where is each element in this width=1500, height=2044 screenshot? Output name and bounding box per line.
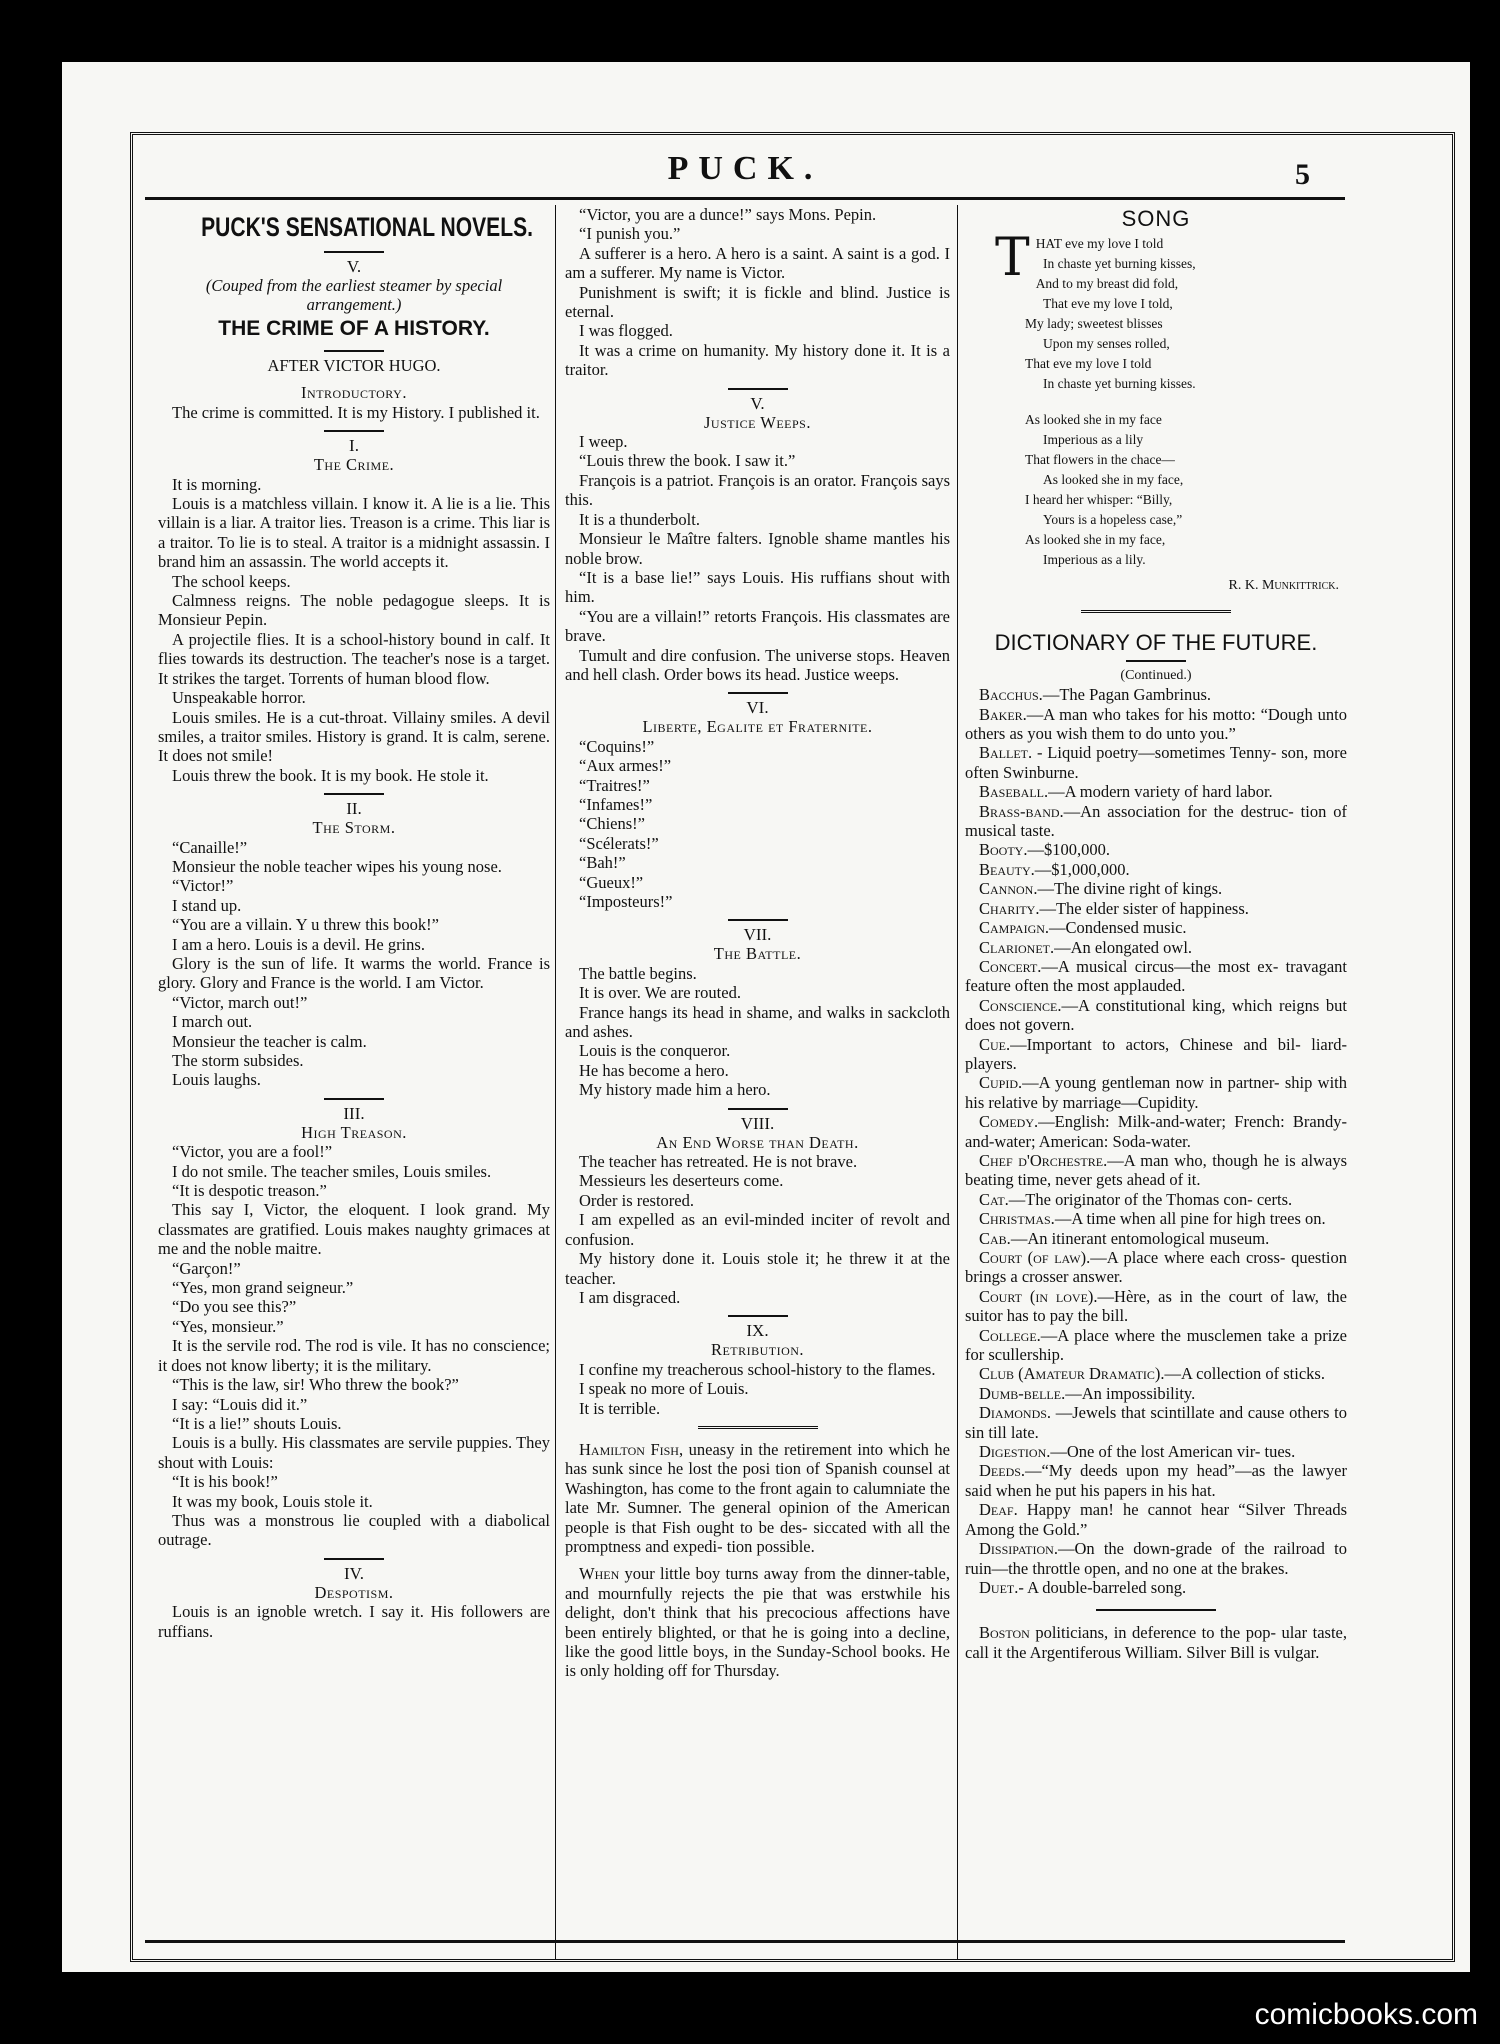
paragraph: Louis threw the book. It is my book. He stole it. bbox=[172, 765, 489, 785]
paragraph: I am expelled as an evil-minded inciter of revolt and confusion. bbox=[565, 1210, 950, 1249]
poem-line: In chaste yet burning kisses, bbox=[1043, 256, 1196, 272]
entry-definition: —Condensed music. bbox=[1049, 918, 1187, 938]
poem-line: Imperious as a lily. bbox=[1043, 552, 1146, 568]
dictionary-entry bbox=[965, 938, 1347, 957]
poem-line: Imperious as a lily bbox=[1043, 432, 1144, 448]
paragraph: Thus was a monstrous lie coupled with a diabolical outrage. bbox=[158, 1510, 550, 1550]
dictionary-entry bbox=[965, 957, 1347, 996]
entry-definition: —An itinerant entomological museum. bbox=[1010, 1228, 1270, 1248]
paragraph: Louis laughs. bbox=[172, 1070, 261, 1090]
poem-line: HAT eve my love I told bbox=[1035, 236, 1164, 252]
section-heading: Introductory. bbox=[301, 383, 407, 403]
poem-line: As looked she in my face bbox=[1025, 412, 1162, 428]
dictionary-entry bbox=[965, 1403, 1347, 1442]
section-number: IV. bbox=[344, 1563, 364, 1583]
paragraph: François is a patriot. François is an orator. François says this. bbox=[565, 470, 950, 510]
paragraph: A sufferer is a hero. A hero is a saint. A saint is a god. I am a sufferer. My name is Victor. bbox=[565, 243, 950, 283]
paragraph: “Aux armes!” bbox=[579, 756, 672, 776]
entry-term: Campaign. bbox=[979, 918, 1050, 938]
entry-definition: —An elongated owl. bbox=[1054, 937, 1193, 957]
section-heading: High Treason. bbox=[301, 1122, 407, 1142]
entry-term: Court (in love). bbox=[979, 1286, 1098, 1306]
rule bbox=[728, 1315, 788, 1317]
paragraph: “Louis threw the book. I saw it.” bbox=[579, 451, 796, 471]
paragraph: “Gueux!” bbox=[579, 872, 644, 892]
paragraph-little-boy bbox=[565, 1564, 950, 1680]
entry-definition: —Important to actors, Chinese and bil- liard-players. bbox=[965, 1034, 1347, 1073]
dictionary-entry bbox=[965, 1364, 1347, 1383]
dictionary-entry bbox=[965, 1539, 1347, 1578]
section-heading: An End Worse than Death. bbox=[656, 1132, 859, 1152]
section-body bbox=[565, 1152, 950, 1307]
dictionary-entry bbox=[965, 782, 1347, 801]
paragraph: “You are a villain!” retorts François. His classmates are brave. bbox=[565, 606, 950, 646]
paragraph-text: your little boy turns away from the dinner-table, and mournfully rejects the pie that was erstwhile his delight, don't think that his precocious affections have been entirely blighted, or that he is going into a decline, like the good little boys, in the Sunday-School books. He is only holding off for Thursday. bbox=[565, 1564, 950, 1681]
poem-line: And to my breast did fold, bbox=[1035, 276, 1179, 292]
paragraph: I was flogged. bbox=[579, 321, 673, 341]
dictionary-entry bbox=[965, 1248, 1347, 1287]
dictionary-title: DICTIONARY OF THE FUTURE. bbox=[994, 629, 1318, 655]
column-right bbox=[965, 205, 1347, 1950]
paragraph-text: uneasy in the retirement into which he has sunk since he lost the posi tion of Spanish counsel at Washington, has come to the front again to calumniate the late Mr. Sumner. The general opinion of the American people is that Fish ought to be des- siccated with all the promptness and expedi- tion possible. bbox=[565, 1439, 950, 1556]
rule bbox=[324, 793, 384, 795]
dictionary-entry bbox=[965, 1578, 1347, 1597]
entry-definition: —A place where the musclemen take a prize for scullership. bbox=[965, 1325, 1347, 1365]
section-number: VIII. bbox=[740, 1113, 775, 1133]
entry-definition: —A collection of sticks. bbox=[1164, 1364, 1325, 1384]
dictionary-entry bbox=[965, 802, 1347, 841]
paragraph: The battle begins. bbox=[579, 963, 697, 983]
paragraph: Louis is an ignoble wretch. I say it. His followers are ruffians. bbox=[158, 1602, 550, 1641]
entry-term: Digestion. bbox=[979, 1442, 1051, 1462]
paragraph: Punishment is swift; it is fickle and blind. Justice is eternal. bbox=[565, 282, 950, 322]
dictionary-entry bbox=[965, 918, 1347, 937]
dictionary-entry bbox=[965, 860, 1347, 879]
paragraph: The crime is committed. It is my History. I published it. bbox=[172, 402, 540, 422]
entry-term: Conscience. bbox=[979, 995, 1062, 1015]
installment-number: V. bbox=[346, 257, 362, 276]
paragraph: Louis is the conqueror. bbox=[579, 1041, 731, 1061]
page-number: 5 bbox=[1295, 158, 1310, 191]
paragraph: “It is a lie!” shouts Louis. bbox=[172, 1413, 342, 1433]
entry-definition: —A modern variety of hard labor. bbox=[1048, 782, 1273, 802]
paragraph: It is the servile rod. The rod is vile. It has no conscience; it does not know liberty; it is the military. bbox=[158, 1336, 550, 1375]
editor-note: (Couped from the earliest steamer by special arrangement.) bbox=[205, 276, 503, 314]
song-title: SONG bbox=[1121, 206, 1191, 231]
entry-term: Comedy. bbox=[979, 1112, 1039, 1132]
entry-definition: - A double-barreled song. bbox=[1018, 1577, 1187, 1597]
section-body bbox=[158, 1142, 550, 1550]
lead-words: Boston bbox=[979, 1623, 1030, 1643]
paragraph: I march out. bbox=[172, 1012, 253, 1032]
paragraph: It is a thunderbolt. bbox=[579, 509, 700, 529]
paragraph: “Imposteurs!” bbox=[579, 892, 673, 911]
paragraph: “Yes, mon grand seigneur.” bbox=[172, 1278, 354, 1298]
section-number: VII. bbox=[743, 925, 772, 945]
poem-line: I heard her whisper: “Billy, bbox=[1025, 492, 1173, 508]
paragraph: “It is a base lie!” says Louis. His ruffians shout with him. bbox=[565, 567, 950, 607]
rule bbox=[324, 1558, 384, 1560]
entry-definition: —Hère, as in the court of law, the suitor has to pay the bill. bbox=[965, 1286, 1347, 1326]
paragraph: “You are a villain. Y u threw this book!” bbox=[172, 915, 440, 935]
lead-words: When bbox=[579, 1564, 620, 1584]
paragraph: I stand up. bbox=[172, 895, 242, 915]
entry-term: Cue. bbox=[979, 1034, 1011, 1054]
paragraph: It was my book, Louis stole it. bbox=[172, 1491, 373, 1511]
section-number: IX. bbox=[746, 1321, 769, 1341]
paragraph: Messieurs les deserteurs come. bbox=[579, 1171, 784, 1191]
poem-line: That flowers in the chace— bbox=[1025, 452, 1175, 468]
entry-definition: —A time when all pine for high trees on. bbox=[1054, 1209, 1326, 1229]
paragraph: I do not smile. The teacher smiles, Louis smiles. bbox=[172, 1161, 492, 1181]
rule bbox=[728, 1108, 788, 1110]
paragraph: Louis is a bully. His classmates are servile puppies. They shout with Louis: bbox=[158, 1433, 550, 1472]
dictionary-entry bbox=[965, 1151, 1347, 1190]
paragraph: Calmness reigns. The noble pedagogue sleeps. It is Monsieur Pepin. bbox=[158, 591, 550, 630]
section-heading: Justice Weeps. bbox=[704, 412, 811, 432]
entry-term: Court (of law). bbox=[979, 1248, 1091, 1267]
paragraph: France hangs its head in shame, and walks in sackcloth and ashes. bbox=[565, 1002, 950, 1042]
poem-line: As looked she in my face, bbox=[1025, 532, 1166, 548]
rule bbox=[324, 251, 384, 253]
entry-definition: —A young gentleman now in partner- ship with his relative by marriage—Cupidity. bbox=[965, 1073, 1347, 1112]
entry-definition: —An impossibility. bbox=[1065, 1383, 1196, 1403]
entry-term: Concert. bbox=[979, 956, 1042, 976]
column-middle bbox=[565, 205, 950, 1950]
section-number: III. bbox=[343, 1103, 365, 1123]
continued-note: (Continued.) bbox=[1120, 667, 1192, 683]
entry-term: Club (Amateur Dramatic). bbox=[979, 1364, 1165, 1384]
entry-term: Dissipation. bbox=[979, 1539, 1058, 1559]
dictionary-entries bbox=[965, 685, 1347, 1597]
entry-definition: —$1,000,000. bbox=[1034, 859, 1130, 879]
paragraph: The storm subsides. bbox=[172, 1051, 304, 1070]
paragraph: “Coquins!” bbox=[579, 736, 655, 756]
entry-term: College. bbox=[979, 1325, 1041, 1345]
section-heading: Retribution. bbox=[710, 1340, 805, 1360]
dictionary-entry bbox=[965, 1500, 1347, 1539]
poem-stanza bbox=[1025, 410, 1347, 570]
rule bbox=[1126, 660, 1186, 662]
entry-term: Chef d'Orchestre. bbox=[979, 1150, 1108, 1170]
rule bbox=[698, 1426, 818, 1432]
paragraph-hamilton-fish bbox=[565, 1440, 950, 1556]
entry-term: Dumb-belle. bbox=[979, 1383, 1066, 1403]
column-rule bbox=[555, 205, 556, 1960]
paragraph: I confine my treacherous school-history to the flames. bbox=[579, 1359, 936, 1379]
entry-term: Duet. bbox=[979, 1577, 1019, 1597]
poem-line: That eve my love I told bbox=[1025, 356, 1152, 372]
poem-line: Yours is a hopeless case,” bbox=[1043, 512, 1183, 528]
paragraph: “Victor, you are a dunce!” says Mons. Pepin. bbox=[579, 205, 877, 224]
entry-term: Brass-band. bbox=[979, 801, 1064, 821]
paragraph: “Bah!” bbox=[579, 853, 626, 873]
poem bbox=[965, 228, 1347, 570]
dictionary-entry bbox=[965, 996, 1347, 1035]
masthead: PUCK. bbox=[667, 150, 823, 187]
entry-term: Beauty. bbox=[979, 859, 1035, 879]
paragraph-boston bbox=[965, 1623, 1347, 1662]
paragraph: “Chiens!” bbox=[579, 814, 645, 834]
section-body bbox=[565, 737, 950, 912]
paragraph: “Scélerats!” bbox=[579, 833, 659, 853]
paragraph: “Traitres!” bbox=[579, 775, 650, 795]
entry-term: Booty. bbox=[979, 840, 1028, 860]
entry-definition: —The elder sister of happiness. bbox=[1039, 898, 1249, 918]
paragraph: Tumult and dire confusion. The universe stops. Heaven and hell clash. Order bows its head. Justice weeps. bbox=[565, 645, 950, 684]
entry-definition: —$100,000. bbox=[1027, 840, 1110, 860]
paragraph: “Victor, you are a fool!” bbox=[172, 1142, 333, 1162]
section-heading: The Battle. bbox=[713, 944, 802, 964]
entry-term: Cat. bbox=[979, 1189, 1009, 1209]
paragraph-text: politicians, in deference to the pop- ular taste, call it the Argentiferous William. Silver Bill is vulgar. bbox=[965, 1623, 1347, 1662]
section-body bbox=[565, 205, 950, 380]
section-body bbox=[158, 838, 550, 1090]
paragraph: “Victor, march out!” bbox=[172, 992, 308, 1012]
lead-words: Hamilton Fish, bbox=[579, 1439, 684, 1459]
paragraph: Louis is a matchless villain. I know it. A lie is a lie. This villain is a liar. A traitor lies. Treason is a crime. This liar is a traitor. To lie is to steal. A traitor is a midnight assassin. I brand him an assassin. The world accepts it. bbox=[158, 494, 550, 572]
paragraph: “Yes, monsieur.” bbox=[172, 1316, 284, 1336]
story-title: THE CRIME OF A HISTORY. bbox=[218, 317, 490, 340]
dictionary-entry bbox=[965, 899, 1347, 918]
byline: AFTER VICTOR HUGO. bbox=[267, 356, 441, 375]
dictionary-entry bbox=[965, 1442, 1347, 1461]
entry-term: Diamonds. bbox=[979, 1403, 1052, 1423]
paragraph: It was a crime on humanity. My history done it. It is a traitor. bbox=[565, 340, 950, 380]
poem-line: In chaste yet burning kisses. bbox=[1043, 376, 1196, 392]
section-number: I. bbox=[349, 436, 359, 456]
entry-definition: —A musical circus—the most ex- travagant feature often the most applauded. bbox=[965, 956, 1347, 996]
entry-term: Cupid. bbox=[979, 1073, 1023, 1093]
paragraph: Order is restored. bbox=[579, 1190, 695, 1210]
paragraph: Monsieur the noble teacher wipes his young nose. bbox=[172, 856, 502, 876]
entry-term: Charity. bbox=[979, 898, 1040, 918]
section-heading: Liberte, Egalite et Fraternite. bbox=[642, 717, 873, 737]
paragraph: “This is the law, sir! Who threw the book?” bbox=[172, 1375, 459, 1395]
entry-definition: —A constitutional king, which reigns but does not govern. bbox=[965, 995, 1347, 1035]
dictionary-entry bbox=[965, 743, 1347, 782]
paragraph: A projectile flies. It is a school-history bound in calf. It flies towards its destruction. The teacher's nose is a target. It strikes the target. Torrents of human blood flow. bbox=[158, 629, 550, 688]
section-body bbox=[565, 1360, 950, 1418]
poem-line: As looked she in my face, bbox=[1043, 472, 1184, 488]
section-number: II. bbox=[346, 799, 362, 819]
entry-term: Clarionet. bbox=[979, 937, 1055, 957]
dictionary-entry bbox=[965, 1326, 1347, 1365]
entry-term: Christmas. bbox=[979, 1209, 1055, 1229]
entry-definition: —English: Milk-and-water; French: Brandy-and-water; American: Soda-water. bbox=[965, 1112, 1347, 1151]
dictionary-entry bbox=[965, 1112, 1347, 1151]
paragraph: “Victor!” bbox=[172, 876, 234, 896]
entry-definition: —A man who, though he is always beating time, never gets ahead of it. bbox=[965, 1150, 1347, 1190]
entry-term: Ballet. bbox=[979, 743, 1033, 763]
rule bbox=[324, 350, 384, 352]
entry-definition: —The divine right of kings. bbox=[1037, 879, 1223, 899]
dictionary-entry bbox=[965, 1384, 1347, 1403]
paragraph: “Garçon!” bbox=[172, 1258, 241, 1278]
paragraph: It is over. We are routed. bbox=[579, 983, 741, 1003]
dictionary-entry bbox=[965, 1229, 1347, 1248]
section-body bbox=[565, 964, 950, 1100]
paragraph: Glory is the sun of life. It warms the world. France is glory. Glory and France is the world. I am Victor. bbox=[158, 953, 550, 993]
paragraph: He has become a hero. bbox=[579, 1060, 729, 1080]
entry-definition: —The originator of the Thomas con- certs. bbox=[1008, 1189, 1293, 1209]
section-body bbox=[158, 403, 550, 422]
paragraph: I say: “Louis did it.” bbox=[172, 1394, 308, 1414]
poem-line: That eve my love I told, bbox=[1043, 296, 1173, 312]
paragraph: “Infames!” bbox=[579, 794, 653, 814]
paragraph: It is morning. bbox=[172, 474, 262, 494]
entry-term: Baker. bbox=[979, 704, 1027, 724]
entry-definition: —The Pagan Gambrinus. bbox=[1042, 685, 1211, 705]
paragraph: “Do you see this?” bbox=[172, 1297, 297, 1317]
dictionary-entry bbox=[965, 1209, 1347, 1228]
entry-term: Baseball. bbox=[979, 782, 1049, 802]
poem-author: R. K. Munkittrick. bbox=[1228, 578, 1339, 594]
paragraph: It is terrible. bbox=[579, 1398, 661, 1418]
dictionary-entry bbox=[965, 1035, 1347, 1074]
header-rule bbox=[145, 197, 1345, 200]
entry-definition: —One of the lost American vir- tues. bbox=[1050, 1442, 1296, 1462]
paragraph: “I punish you.” bbox=[579, 224, 681, 244]
poem-line: My lady; sweetest blisses bbox=[1025, 316, 1163, 332]
poem-stanza bbox=[1025, 234, 1347, 394]
paragraph: “It is his book!” bbox=[172, 1472, 278, 1492]
paragraph: “It is despotic treason.” bbox=[172, 1181, 327, 1201]
entry-term: Cab. bbox=[979, 1228, 1011, 1248]
rule bbox=[728, 692, 788, 694]
section-body bbox=[158, 1602, 550, 1641]
section-body bbox=[158, 475, 550, 786]
paragraph: “Canaille!” bbox=[172, 837, 248, 857]
section-number: VI. bbox=[746, 698, 769, 718]
series-title: PUCK'S SENSATIONAL NOVELS. bbox=[201, 212, 533, 242]
rule bbox=[728, 919, 788, 921]
dictionary-entry bbox=[965, 1190, 1347, 1209]
dictionary-entry bbox=[965, 1073, 1347, 1112]
paragraph: I speak no more of Louis. bbox=[579, 1379, 749, 1399]
section-heading: The Crime. bbox=[313, 455, 395, 475]
entry-definition: Happy man! he cannot hear “Silver Threads Among the Gold.” bbox=[965, 1500, 1347, 1539]
entry-term: Bacchus. bbox=[979, 685, 1043, 705]
dictionary-entry bbox=[965, 879, 1347, 898]
entry-term: Deaf. bbox=[979, 1500, 1018, 1520]
section-number: V. bbox=[750, 393, 765, 413]
entry-definition: —An association for the destruc- tion of musical taste. bbox=[965, 801, 1347, 841]
rule bbox=[1081, 610, 1231, 616]
entry-definition: —A man who takes for his motto: “Dough unto others as you wish them to do unto you.” bbox=[965, 704, 1347, 744]
paragraph: The teacher has retreated. He is not brave. bbox=[579, 1152, 858, 1172]
section-heading: The Storm. bbox=[312, 818, 396, 838]
dictionary-entry bbox=[965, 1461, 1347, 1500]
column-left bbox=[158, 205, 550, 1950]
watermark: comicbooks.com bbox=[1254, 1998, 1478, 2031]
entry-definition: —Jewels that scintillate and cause others to sin till late. bbox=[965, 1403, 1347, 1442]
entry-definition: —“My deeds upon my head”—as the lawyer said when he put his papers in his hat. bbox=[965, 1461, 1347, 1500]
rule bbox=[728, 388, 788, 390]
column-rule bbox=[957, 205, 958, 1960]
paragraph: Louis smiles. He is a cut-throat. Villainy smiles. A devil smiles, a traitor smiles. History is grand. It is calm, serene. It does not smile! bbox=[158, 707, 550, 766]
entry-definition: - Liquid poetry—sometimes Tenny- son, more often Swinburne. bbox=[965, 743, 1347, 782]
paragraph: The school keeps. bbox=[172, 571, 291, 591]
entry-term: Deeds. bbox=[979, 1461, 1026, 1481]
entry-term: Cannon. bbox=[979, 879, 1038, 899]
paragraph: Monsieur the teacher is calm. bbox=[172, 1031, 367, 1051]
dictionary-entry bbox=[965, 685, 1347, 704]
paragraph: Monsieur le Maître falters. Ignoble shame mantles his noble brow. bbox=[565, 529, 950, 568]
paragraph: My history done it. Louis stole it; he threw it at the teacher. bbox=[565, 1249, 950, 1288]
entry-definition: —A place where each cross- question brings a crosser answer. bbox=[965, 1248, 1347, 1287]
dictionary-entry bbox=[965, 1287, 1347, 1326]
rule bbox=[324, 430, 384, 432]
paragraph: I weep. bbox=[579, 432, 628, 452]
section-heading: Despotism. bbox=[314, 1582, 394, 1602]
paragraph: I am disgraced. bbox=[579, 1287, 681, 1307]
drop-cap: T bbox=[995, 228, 1030, 289]
paragraph: My history made him a hero. bbox=[579, 1080, 771, 1100]
paragraph: This say I, Victor, the eloquent. I look grand. My classmates are gratified. Louis makes naughty grimaces at me and the noble maitre. bbox=[158, 1200, 550, 1259]
entry-definition: —On the down-grade of the railroad to ruin—the throttle open, and no one at the brakes. bbox=[965, 1539, 1347, 1578]
poem-line: Upon my senses rolled, bbox=[1043, 336, 1170, 352]
section-body bbox=[565, 432, 950, 684]
dictionary-entry bbox=[965, 705, 1347, 744]
rule bbox=[324, 1098, 384, 1100]
dictionary-entry bbox=[965, 840, 1347, 859]
rule bbox=[1096, 1609, 1216, 1611]
paragraph: Unspeakable horror. bbox=[172, 688, 306, 708]
paragraph: I am a hero. Louis is a devil. He grins. bbox=[172, 934, 425, 954]
